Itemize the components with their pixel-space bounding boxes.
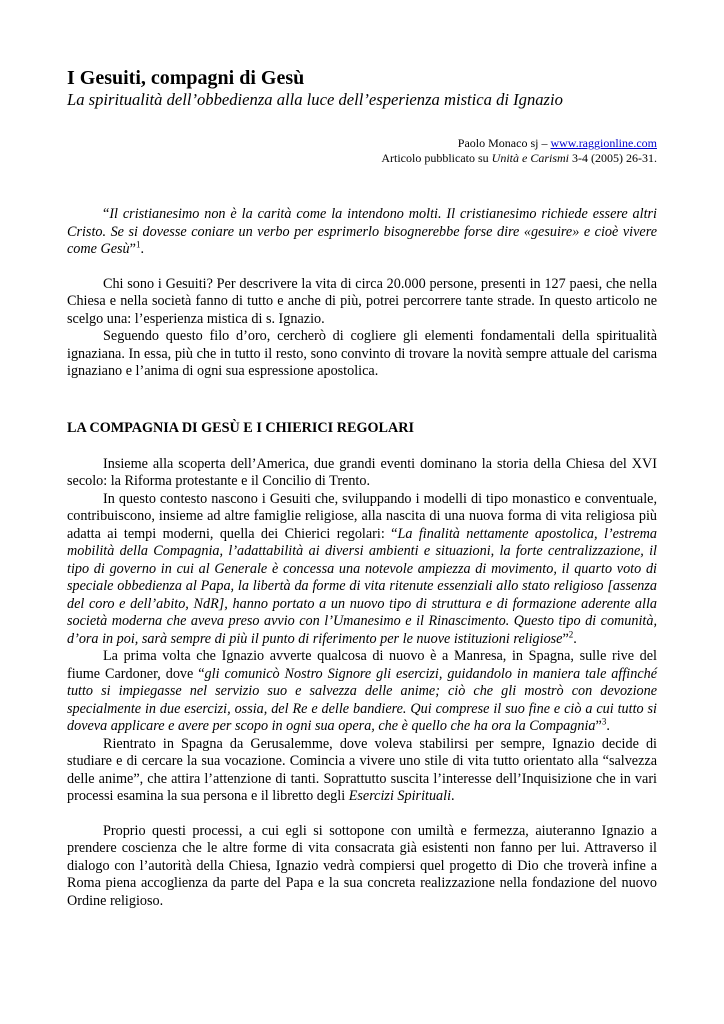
website-link[interactable]: www.raggionline.com — [550, 136, 657, 150]
epigraph — [67, 206, 657, 259]
p2-end: . — [573, 630, 577, 647]
p2-quote: La finalità nettamente apostolica, l’estrema mobilità della Compagnia, l’adattabilità ai diversi ambienti e situazioni, la forte centralizzazione, il tipo di governo in cui al Generale è concessa una notevole ampiezza di movimento, il quarto voto di speciale obbedienza al Papa, la libertà da forme di vita ritenute essenziali allo stato religioso [assenza del coro e dell’abito, NdR], hanno portato a un nuovo tipo di struttura e di formazione aderente alla società moderna che aveva preso avvio con l’Umanesimo e il Rinascimento. Questo tipo di comunità, d’ora in poi, sarà sempre di più il punto di riferimento per le nuove istituzioni religiose — [67, 525, 658, 647]
p4-book-title: Esercizi Spirituali — [348, 788, 452, 804]
p2-lead: In questo contesto nascono i Gesuiti che, sviluppando i modelli di tipo monastico e conventuale, contribuiscono, insieme ad altre famiglie religiose, alla nascita di una nuova forma di vita religiosa più adatta ai tempi moderni, quella dei Chierici regolari: “ — [67, 490, 657, 542]
article-subtitle: La spiritualità dell’obbedienza alla luce dell’esperienza mistica di Ignazio — [67, 90, 563, 109]
article-title: I Gesuiti, compagni di Gesù — [67, 67, 305, 89]
section-paragraph-2 — [67, 491, 657, 649]
section-heading: LA COMPAGNIA DI GESÙ E I CHIERICI REGOLARI — [67, 419, 414, 436]
document-page — [67, 66, 657, 910]
p3-quote: gli comunicò Nostro Signore gli esercizi, guidandolo in maniera tale affinché tutto si impiegasse nel servizio suo e salvezza delle anime; ciò che gli mostrò con devozione specialmente in due esercizi, ossia, del Re e delle bandiere. Qui comprese il suo fine e ciò a cui tutto si doveva applicare e avere per scopo in ogni sua opera, che è quello che ha ora la Compagnia — [67, 665, 658, 734]
intro-paragraph-2: Seguendo questo filo d’oro, cercherò di cogliere gli elementi fondamentali della spiritualità ignaziana. In essa, più che in tutto il resto, sono convinto di trovare la novità sempre attuale del carisma ignaziano e l’anima di ogni sua espressione apostolica. — [67, 328, 657, 379]
p3-end: . — [606, 718, 610, 734]
p3-close-quote: ” — [595, 718, 602, 734]
publication-prefix: Articolo pubblicato su — [381, 151, 492, 165]
epigraph-end: . — [140, 241, 144, 257]
epigraph-close-quote: ” — [129, 241, 136, 257]
author-name: Paolo Monaco sj – — [457, 136, 551, 150]
journal-name: Unità e Carismi — [491, 151, 570, 165]
section-paragraph-5: Proprio questi processi, a cui egli si sottopone con umiltà e fermezza, aiuteranno Ignazio a prendere coscienza che le altre forme di vita consacrata già esistenti non fanno per lui. Attraverso il dialogo con l’autorità della Chiesa, Ignazio vedrà compiersi quel progetto di Dio che troverà infine a Roma piena accoglienza da parte del Papa e la sua concreta realizzazione nella fondazione del nuovo Ordine religioso. — [67, 822, 657, 909]
epigraph-open-quote: “ — [103, 206, 110, 222]
p2-close-quote: ” — [562, 630, 569, 647]
p3-lead: La prima volta che Ignazio avverte qualcosa di nuovo è a Manresa, in Spagna, sulle rive del fiume Cardoner, dove “ — [67, 648, 657, 682]
publication-line — [67, 151, 657, 166]
section-paragraph-1: Insieme alla scoperta dell’America, due grandi eventi dominano la storia della Chiesa del XVI secolo: la Riforma protestante e il Concilio di Trento. — [67, 455, 657, 489]
section-paragraph-4 — [67, 736, 657, 806]
byline — [67, 136, 657, 166]
footnote-ref-1[interactable]: 1 — [135, 239, 141, 250]
section-paragraph-3 — [67, 648, 657, 736]
epigraph-text: Il cristianesimo non è la carità come la intendono molti. Il cristianesimo richiede essere altri Cristo. Se si dovesse coniare un verbo per esprimerlo bisognerebbe forse dire «gesuire» e cioè vivere come Gesù — [67, 206, 657, 257]
footnote-ref-3[interactable]: 3 — [601, 716, 607, 727]
footnote-ref-2[interactable]: 2 — [568, 628, 574, 639]
publication-details: 3-4 (2005) 26-31. — [569, 151, 657, 165]
p4-end: . — [451, 788, 455, 804]
intro-paragraph-1: Chi sono i Gesuiti? Per descrivere la vita di circa 20.000 persone, presenti in 127 paesi, che nella Chiesa e nella società fanno di tutto e anche di più, potrei percorrere tante strade. In questo articolo ne scelgo una: l’esperienza mistica di s. Ignazio. — [67, 275, 657, 327]
author-line — [67, 136, 657, 151]
p4-lead: Rientrato in Spagna da Gerusalemme, dove voleva stabilirsi per sempre, Ignazio decide di studiare e di cercare la sua vocazione. Comincia a vivere uno stile di vita tutto orientato alla “salvezza delle anime”, che attira l’attenzione di tanti. Soprattutto suscita l’interesse dell’Inquisizione che in vari processi esamina la sua persona e il libretto degli — [67, 735, 657, 804]
